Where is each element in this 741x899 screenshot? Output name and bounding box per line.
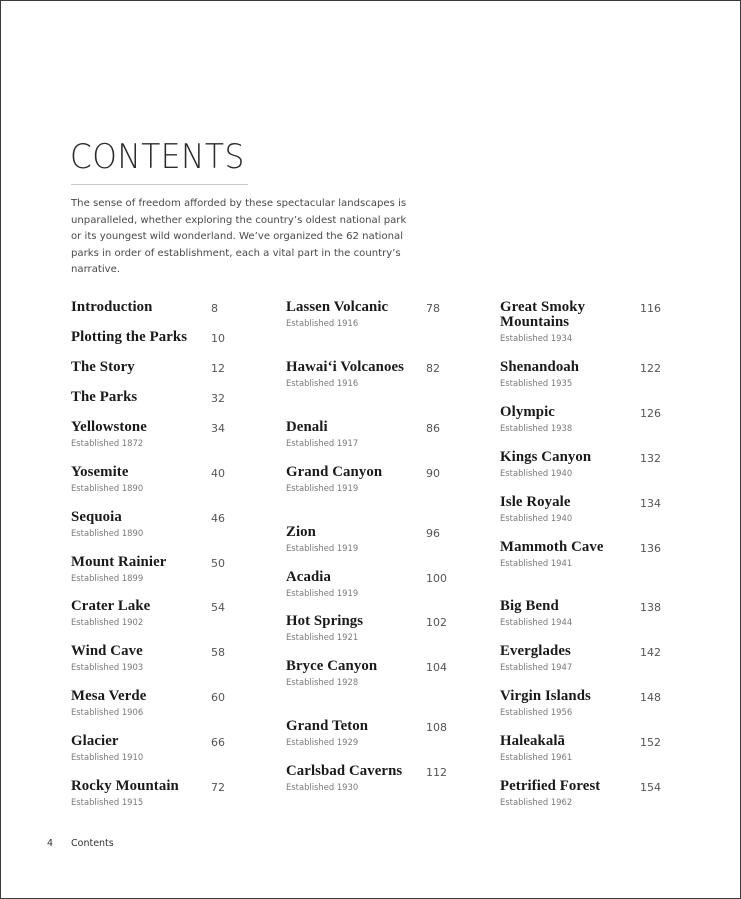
entry-page-number: 40 — [211, 467, 225, 480]
entry-page-number: 82 — [426, 362, 440, 375]
entry-name: Hot Springs — [286, 613, 364, 629]
entry-name: Wind Cave — [71, 643, 143, 659]
entry-page-number: 100 — [426, 572, 447, 585]
entry-name: Mount Rainier — [71, 554, 167, 570]
entry-established: Established 1921 — [286, 632, 359, 642]
entry-name: Mesa Verde — [71, 688, 147, 704]
entry-name: Kings Canyon — [500, 449, 592, 465]
entry-page-number: 90 — [426, 467, 440, 480]
entry-established: Established 1903 — [71, 662, 144, 672]
entry-established: Established 1890 — [71, 483, 144, 493]
entry-established: Established 1929 — [286, 737, 359, 747]
toc-entry-carlsbad-caverns[interactable] — [286, 764, 476, 793]
entry-name: Acadia — [286, 569, 331, 585]
entry-page-number: 46 — [211, 512, 225, 525]
entry-name: Carlsbad Caverns — [286, 763, 403, 779]
entry-page-number: 58 — [211, 646, 225, 659]
entry-name: Sequoia — [71, 509, 122, 525]
entry-page-number: 112 — [426, 766, 447, 779]
entry-established: Established 1899 — [71, 573, 144, 583]
toc-entry-hot-springs[interactable] — [286, 614, 476, 643]
entry-name: Everglades — [500, 643, 571, 659]
entry-established: Established 1935 — [500, 378, 573, 388]
entry-name: Bryce Canyon — [286, 658, 378, 674]
entry-page-number: 34 — [211, 422, 225, 435]
toc-entry-wind-cave[interactable] — [71, 644, 261, 673]
entry-page-number: 50 — [211, 557, 225, 570]
entry-name: The Story — [71, 359, 135, 375]
entry-page-number: 152 — [640, 736, 661, 749]
toc-entry-virgin-islands[interactable] — [500, 689, 690, 718]
entry-name: Virgin Islands — [500, 688, 591, 704]
entry-name: Big Bend — [500, 598, 559, 614]
entry-page-number: 8 — [211, 302, 218, 315]
entry-established: Established 1947 — [500, 662, 573, 672]
entry-page-number: 132 — [640, 452, 661, 465]
entry-page-number: 102 — [426, 616, 447, 629]
entry-page-number: 60 — [211, 691, 225, 704]
entry-established: Established 1906 — [71, 707, 144, 717]
entry-established: Established 1919 — [286, 543, 359, 553]
toc-entry-big-bend[interactable] — [500, 599, 690, 628]
toc-entry-hawaii-volcanoes[interactable] — [286, 360, 476, 389]
entry-name: Plotting the Parks — [71, 329, 188, 345]
entry-page-number: 96 — [426, 527, 440, 540]
entry-name: The Parks — [71, 389, 138, 405]
toc-entry-rocky-mountain[interactable] — [71, 779, 261, 808]
entry-established: Established 1934 — [500, 333, 573, 343]
entry-established: Established 1902 — [71, 617, 144, 627]
toc-entry-grand-canyon[interactable] — [286, 465, 476, 494]
toc-entry-mesa-verde[interactable] — [71, 689, 261, 718]
entry-established: Established 1961 — [500, 752, 573, 762]
entry-page-number: 108 — [426, 721, 447, 734]
entry-name: Zion — [286, 524, 317, 540]
toc-entry-lassen-volcanic[interactable] — [286, 300, 476, 329]
entry-page-number: 86 — [426, 422, 440, 435]
entry-established: Established 1928 — [286, 677, 359, 687]
footer-page-number: 4 — [47, 838, 54, 849]
entry-name: Mammoth Cave — [500, 539, 604, 555]
title-divider — [71, 184, 248, 185]
toc-entry-the-story[interactable] — [71, 360, 261, 375]
entry-page-number: 12 — [211, 362, 225, 375]
toc-entry-grand-teton[interactable] — [286, 719, 476, 748]
toc-entry-olympic[interactable] — [500, 405, 690, 434]
toc-entry-glacier[interactable] — [71, 734, 261, 763]
entry-page-number: 72 — [211, 781, 225, 794]
entry-name: Crater Lake — [71, 598, 151, 614]
entry-name: Olympic — [500, 404, 555, 420]
toc-entry-bryce-canyon[interactable] — [286, 659, 476, 688]
entry-page-number: 66 — [211, 736, 225, 749]
entry-page-number: 142 — [640, 646, 661, 659]
entry-name: Shenandoah — [500, 359, 580, 375]
entry-page-number: 134 — [640, 497, 661, 510]
entry-established: Established 1944 — [500, 617, 573, 627]
toc-entry-mammoth-cave[interactable] — [500, 540, 690, 569]
entry-page-number: 104 — [426, 661, 447, 674]
entry-name: Yellowstone — [71, 419, 147, 435]
entry-established: Established 1941 — [500, 558, 573, 568]
entry-established: Established 1917 — [286, 438, 359, 448]
intro-paragraph: The sense of freedom afforded by these spectacular landscapes is unparalleled, whether exploring the country’s oldest national park or its youngest wild wonderland. We’ve organized the 62 national parks in order of establishment, each a vital part in the country’s narrative. — [71, 198, 407, 276]
page-title: CONTENTS — [70, 137, 245, 177]
entry-page-number: 32 — [211, 392, 225, 405]
entry-established: Established 1956 — [500, 707, 573, 717]
entry-established: Established 1919 — [286, 588, 359, 598]
entry-established: Established 1930 — [286, 782, 359, 792]
entry-name: Lassen Volcanic — [286, 299, 389, 315]
entry-page-number: 126 — [640, 407, 661, 420]
entry-established: Established 1872 — [71, 438, 144, 448]
entry-name: Grand Teton — [286, 718, 369, 734]
entry-page-number: 122 — [640, 362, 661, 375]
toc-entry-yellowstone[interactable] — [71, 420, 261, 449]
toc-entry-shenandoah[interactable] — [500, 360, 690, 389]
toc-entry-plotting-the-parks[interactable] — [71, 330, 261, 345]
entry-name: Yosemite — [71, 464, 129, 480]
entry-established: Established 1940 — [500, 513, 573, 523]
toc-entry-petrified-forest[interactable] — [500, 779, 690, 808]
footer-section-label: Contents — [71, 838, 114, 849]
entry-name: Isle Royale — [500, 494, 571, 510]
entry-page-number: 148 — [640, 691, 661, 704]
toc-entry-introduction[interactable] — [71, 300, 261, 315]
toc-entry-mount-rainier[interactable] — [71, 555, 261, 584]
entry-established: Established 1916 — [286, 318, 359, 328]
entry-established: Established 1915 — [71, 797, 144, 807]
toc-entry-crater-lake[interactable] — [71, 599, 261, 628]
entry-name: Hawai‘i Volcanoes — [286, 359, 405, 375]
entry-page-number: 54 — [211, 601, 225, 614]
entry-page-number: 116 — [640, 302, 661, 315]
toc-entry-haleakala[interactable] — [500, 734, 690, 763]
toc-entry-sequoia[interactable] — [71, 510, 261, 539]
entry-name: Introduction — [71, 299, 153, 315]
entry-established: Established 1938 — [500, 423, 573, 433]
toc-entry-great-smoky-mountains[interactable] — [500, 300, 690, 344]
entry-established: Established 1919 — [286, 483, 359, 493]
entry-name: Petrified Forest — [500, 778, 601, 794]
toc-entry-kings-canyon[interactable] — [500, 450, 690, 479]
entry-name: Grand Canyon — [286, 464, 383, 480]
entry-name: Denali — [286, 419, 328, 435]
entry-page-number: 154 — [640, 781, 661, 794]
entry-name: Haleakalā — [500, 733, 566, 749]
toc-entry-isle-royale[interactable] — [500, 495, 690, 524]
entry-name: Rocky Mountain — [71, 778, 179, 794]
entry-page-number: 78 — [426, 302, 440, 315]
entry-page-number: 138 — [640, 601, 661, 614]
toc-entry-yosemite[interactable] — [71, 465, 261, 494]
entry-established: Established 1940 — [500, 468, 573, 478]
entry-page-number: 136 — [640, 542, 661, 555]
toc-entry-acadia[interactable] — [286, 570, 476, 599]
toc-entry-denali[interactable] — [286, 420, 476, 449]
entry-established: Established 1910 — [71, 752, 144, 762]
entry-established: Established 1890 — [71, 528, 144, 538]
entry-name: Great Smoky Mountains — [500, 299, 586, 330]
toc-entry-the-parks[interactable] — [71, 390, 261, 405]
toc-entry-everglades[interactable] — [500, 644, 690, 673]
entry-page-number: 10 — [211, 332, 225, 345]
entry-name: Glacier — [71, 733, 119, 749]
entry-established: Established 1916 — [286, 378, 359, 388]
entry-established: Established 1962 — [500, 797, 573, 807]
toc-entry-zion[interactable] — [286, 525, 476, 554]
